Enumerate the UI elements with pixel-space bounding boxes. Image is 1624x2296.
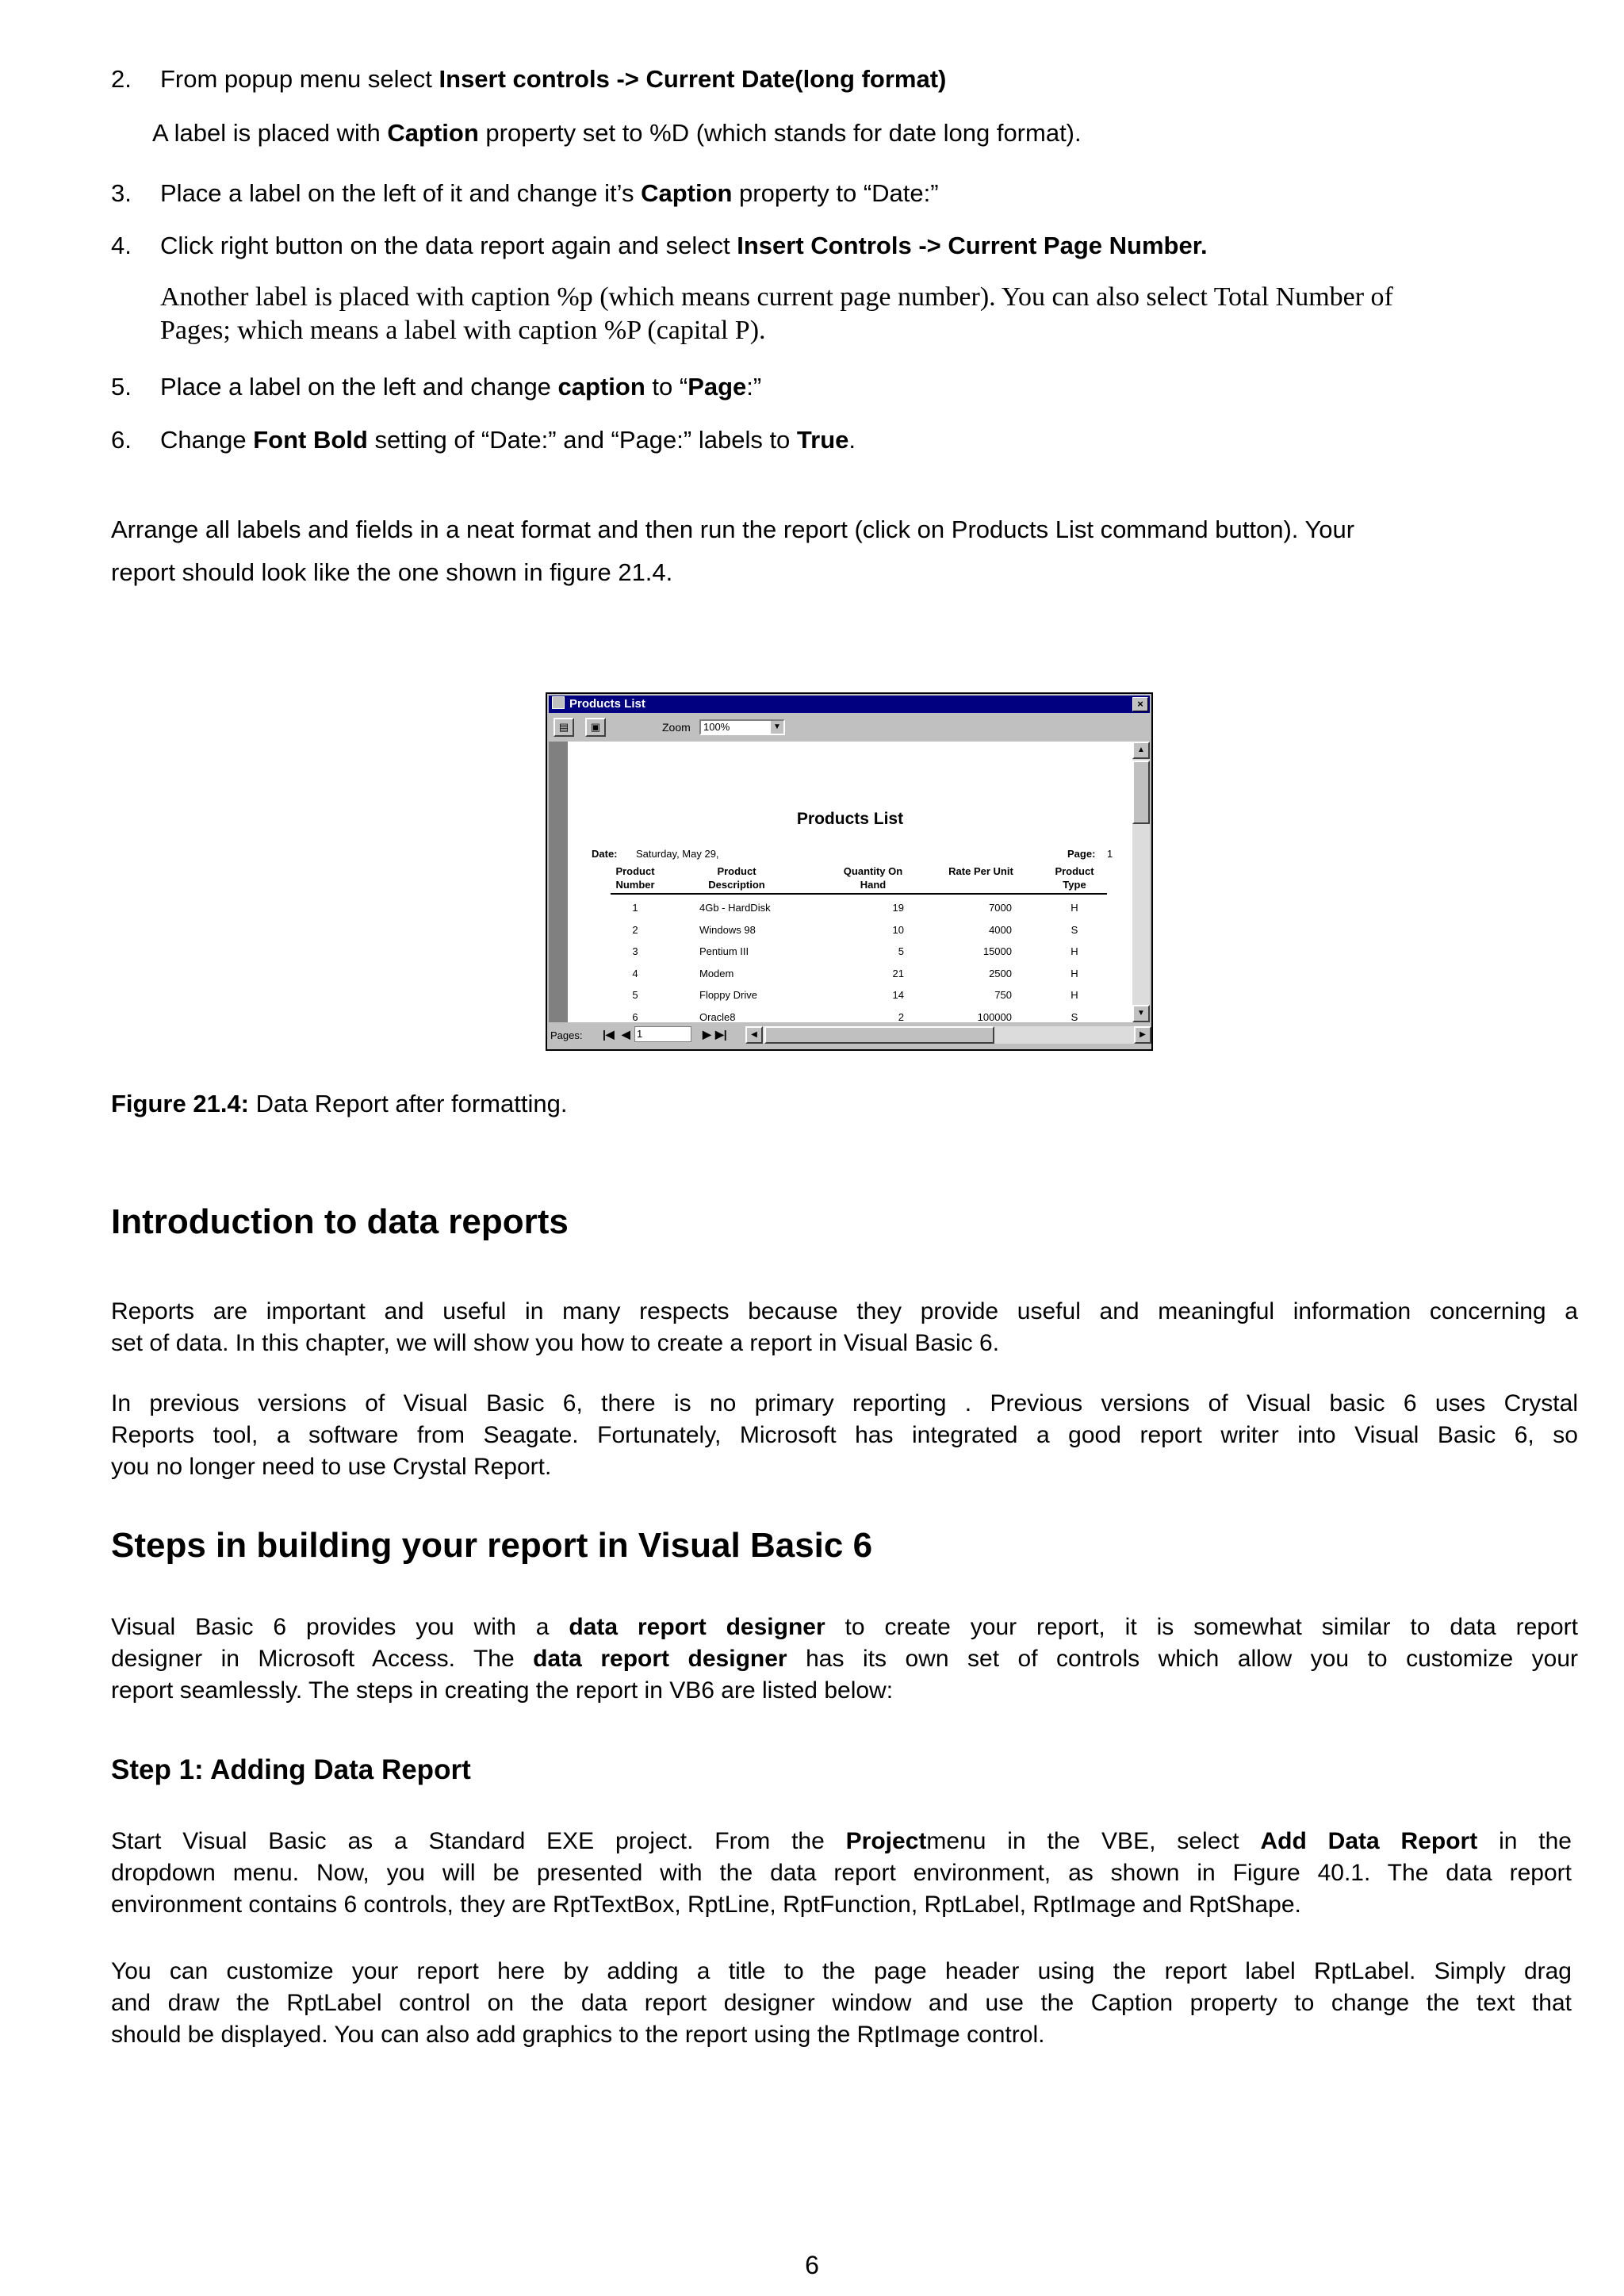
figure-caption bbox=[111, 1088, 1578, 1120]
cell-number: 3 bbox=[632, 945, 638, 957]
cell-rate: 15000 bbox=[982, 945, 1012, 957]
cell-number: 5 bbox=[632, 989, 638, 1001]
step-number: 4. bbox=[111, 232, 132, 259]
cell-number: 1 bbox=[632, 902, 638, 914]
step-3 bbox=[111, 178, 1578, 209]
text-line: Reports tool, a software from Seagate. Fortunately, Microsoft has integrated a good report writer into Visual Basic 6, so bbox=[111, 1422, 1578, 1448]
arrange-line-2: report should look like the one shown in figure 21.4. bbox=[111, 558, 673, 586]
text-run: Visual Basic 6 provides you with a bbox=[111, 1614, 569, 1640]
steps-heading: Steps in building your report in Visual Basic 6 bbox=[111, 1526, 873, 1565]
navigation-bar bbox=[549, 1024, 1150, 1048]
text-line: should be displayed. You can also add graphics to the report using the RptImage control. bbox=[111, 2022, 1045, 2048]
cell-description: Windows 98 bbox=[699, 923, 756, 936]
intro-heading: Introduction to data reports bbox=[111, 1202, 569, 1241]
step-text-tail-2: . bbox=[848, 426, 856, 454]
cell-quantity: 14 bbox=[892, 989, 904, 1001]
step-bold-text: Insert Controls -> Current Page Number. bbox=[737, 232, 1208, 259]
text-run: designer in Microsoft Access. The bbox=[111, 1646, 534, 1672]
header-text: Quantity On Hand bbox=[843, 865, 903, 891]
cell-description: Pentium III bbox=[699, 945, 749, 957]
cell-type: H bbox=[1071, 945, 1078, 957]
header-product-type bbox=[1045, 864, 1104, 891]
cell-type: H bbox=[1071, 989, 1078, 1001]
cell-type: H bbox=[1071, 902, 1078, 914]
text-line: set of data. In this chapter, we will show you how to create a report in Visual Basic 6. bbox=[111, 1330, 1000, 1356]
text-line: Reports are important and useful in many respects because they provide useful and meaningful information concerning a bbox=[111, 1298, 1578, 1324]
step-4-note-line-2: Pages; which means a label with caption %P (capital P). bbox=[160, 316, 766, 345]
scroll-down-icon[interactable]: ▼ bbox=[1132, 1005, 1150, 1022]
header-product-description bbox=[693, 864, 780, 891]
app-icon bbox=[552, 696, 565, 709]
cell-description: Modem bbox=[699, 967, 734, 979]
text-run: to create your report, it is somewhat similar to data report bbox=[825, 1614, 1578, 1640]
export-icon[interactable]: ▣ bbox=[585, 718, 606, 737]
scroll-thumb[interactable] bbox=[1132, 761, 1150, 824]
step1-paragraph-1 bbox=[111, 1826, 1572, 1921]
zoom-value: 100% bbox=[703, 721, 730, 733]
scroll-up-icon[interactable]: ▲ bbox=[1132, 742, 1150, 759]
step1-heading: Step 1: Adding Data Report bbox=[111, 1754, 471, 1785]
step-bold-text: Insert controls -> Current Date(long format) bbox=[439, 65, 947, 93]
cell-description: 4Gb - HardDisk bbox=[699, 902, 771, 914]
step-5 bbox=[111, 371, 1578, 403]
step-number: 6. bbox=[111, 426, 132, 454]
report-toolbar bbox=[549, 715, 1150, 742]
steps-paragraph bbox=[111, 1612, 1578, 1707]
zoom-select[interactable] bbox=[699, 719, 785, 735]
text-line bbox=[111, 1643, 1578, 1675]
prev-page-icon[interactable]: ◀ bbox=[622, 1028, 630, 1041]
report-paper bbox=[568, 742, 1132, 1022]
figure-label: Figure 21.4: bbox=[111, 1090, 249, 1117]
text-run: has its own set of controls which allow you to customize your bbox=[787, 1646, 1578, 1672]
step-text: Place a label on the left of it and change it’s bbox=[160, 179, 642, 207]
intro-paragraph-2 bbox=[111, 1388, 1578, 1483]
cell-quantity: 5 bbox=[898, 945, 904, 957]
cell-quantity: 19 bbox=[892, 902, 904, 914]
step-text-tail: property to “Date:” bbox=[732, 179, 939, 207]
step-text: From popup menu select bbox=[160, 65, 439, 93]
header-product-number bbox=[607, 864, 663, 891]
step-number: 2. bbox=[111, 65, 132, 93]
text-line: environment contains 6 controls, they are RptTextBox, RptLine, RptFunction, RptLabel, RptImage and RptShape. bbox=[111, 1892, 1301, 1918]
text-line: In previous versions of Visual Basic 6, there is no primary reporting . Previous versions of Visual basic 6 uses Crystal bbox=[111, 1390, 1578, 1416]
cell-type: S bbox=[1071, 1010, 1078, 1022]
step-text-tail: setting of “Date:” and “Page:” labels to bbox=[367, 426, 797, 454]
close-icon[interactable]: × bbox=[1132, 697, 1148, 711]
arrange-line-1: Arrange all labels and fields in a neat format and then run the report (click on Products List command button). Your bbox=[111, 516, 1355, 543]
first-page-icon[interactable]: |◀ bbox=[603, 1028, 615, 1041]
step-2 bbox=[111, 63, 1578, 95]
page-number: 6 bbox=[805, 2251, 819, 2279]
text-line bbox=[111, 1826, 1572, 1857]
cell-number: 6 bbox=[632, 1010, 638, 1022]
step-number: 5. bbox=[111, 373, 132, 401]
cell-quantity: 10 bbox=[892, 923, 904, 936]
cell-rate: 7000 bbox=[989, 902, 1012, 914]
cell-quantity: 21 bbox=[892, 967, 904, 979]
report-window bbox=[546, 692, 1153, 1051]
bold-run: Add Data Report bbox=[1260, 1828, 1478, 1854]
cell-rate: 750 bbox=[994, 989, 1012, 1001]
note-text: A label is placed with bbox=[152, 119, 388, 147]
header-text: Product Number bbox=[615, 865, 655, 891]
step-bold-text: caption bbox=[557, 373, 645, 401]
zoom-label: Zoom bbox=[662, 721, 691, 734]
header-text: Rate Per Unit bbox=[948, 865, 1013, 877]
figure-caption-text: Data Report after formatting. bbox=[249, 1090, 568, 1117]
date-label: Date: bbox=[592, 848, 618, 860]
header-text: Product Type bbox=[1055, 865, 1094, 891]
step1-paragraph-2 bbox=[111, 1956, 1572, 2051]
cell-number: 4 bbox=[632, 967, 638, 979]
cell-quantity: 2 bbox=[898, 1010, 904, 1022]
step-4 bbox=[111, 230, 1578, 262]
next-page-icon[interactable]: ▶ bbox=[703, 1028, 711, 1041]
step-text-tail-2: :” bbox=[746, 373, 762, 401]
pages-label: Pages: bbox=[550, 1029, 583, 1041]
h-scroll-thumb[interactable] bbox=[764, 1026, 994, 1044]
window-title-bar bbox=[549, 696, 1150, 713]
step-2-note bbox=[152, 117, 1619, 149]
step-4-note-line-1: Another label is placed with caption %p (which means current page number). You can also select Total Number of bbox=[160, 282, 1393, 312]
intro-paragraph-1 bbox=[111, 1296, 1578, 1359]
text-line: you no longer need to use Crystal Report. bbox=[111, 1454, 552, 1480]
note-text-tail: property set to %D (which stands for date long format). bbox=[478, 119, 1082, 147]
scroll-left-icon[interactable]: ◀ bbox=[745, 1026, 763, 1044]
header-rule bbox=[611, 893, 1107, 895]
header-quantity bbox=[829, 864, 917, 891]
scroll-right-icon[interactable]: ▶ bbox=[1134, 1026, 1151, 1044]
cell-rate: 2500 bbox=[989, 967, 1012, 979]
text-run: in the bbox=[1477, 1828, 1572, 1854]
step-number: 3. bbox=[111, 179, 132, 207]
cell-rate: 100000 bbox=[977, 1010, 1012, 1022]
header-rate bbox=[937, 864, 1025, 878]
step-bold-text: Font Bold bbox=[253, 426, 368, 454]
last-page-icon[interactable]: ▶| bbox=[715, 1028, 727, 1041]
text-line: report seamlessly. The steps in creating the report in VB6 are listed below: bbox=[111, 1677, 894, 1704]
text-line: dropdown menu. Now, you will be presented with the data report environment, as shown in Figure 40.1. The data report bbox=[111, 1860, 1572, 1886]
cell-number: 2 bbox=[632, 923, 638, 936]
report-preview-area bbox=[549, 742, 1132, 1022]
cell-description: Floppy Drive bbox=[699, 989, 757, 1001]
page-value: 1 bbox=[1107, 848, 1113, 860]
report-title: Products List bbox=[796, 810, 904, 828]
bold-run: data report designer bbox=[533, 1646, 787, 1672]
page-label: Page: bbox=[1067, 848, 1096, 860]
print-icon[interactable]: ▤ bbox=[553, 718, 574, 737]
text-run: Start Visual Basic as a Standard EXE project. From the bbox=[111, 1828, 846, 1854]
cell-description: Oracle8 bbox=[699, 1010, 736, 1022]
step-text: Change bbox=[160, 426, 254, 454]
vertical-scrollbar[interactable] bbox=[1132, 742, 1150, 1022]
horizontal-scrollbar[interactable] bbox=[745, 1026, 1151, 1044]
bold-run: data report designer bbox=[569, 1614, 825, 1640]
header-text: Product Description bbox=[708, 865, 765, 891]
step-text: Place a label on the left and change bbox=[160, 373, 558, 401]
step-bold-text: Caption bbox=[641, 179, 733, 207]
cell-type: H bbox=[1071, 967, 1078, 979]
cell-rate: 4000 bbox=[989, 923, 1012, 936]
bold-run: Project bbox=[845, 1828, 927, 1854]
text-line: You can customize your report here by adding a title to the page header using the report label RptLabel. Simply drag bbox=[111, 1958, 1572, 1984]
step-text-tail: to “ bbox=[645, 373, 688, 401]
text-line bbox=[111, 1612, 1578, 1643]
chevron-down-icon[interactable]: ▼ bbox=[771, 721, 783, 734]
step-6 bbox=[111, 424, 1578, 456]
note-bold: Caption bbox=[387, 119, 479, 147]
text-run: menu in the VBE, select bbox=[926, 1828, 1261, 1854]
step-bold-text-2: True bbox=[796, 426, 849, 454]
step-text: Click right button on the data report again and select bbox=[160, 232, 737, 259]
page-input[interactable]: 1 bbox=[634, 1026, 691, 1042]
cell-type: S bbox=[1071, 923, 1078, 936]
date-value: Saturday, May 29, bbox=[636, 848, 719, 860]
step-bold-text-2: Page bbox=[688, 373, 747, 401]
window-title: Products List bbox=[569, 697, 645, 711]
text-line: and draw the RptLabel control on the data report designer window and use the Caption property to change the text that bbox=[111, 1990, 1572, 2016]
